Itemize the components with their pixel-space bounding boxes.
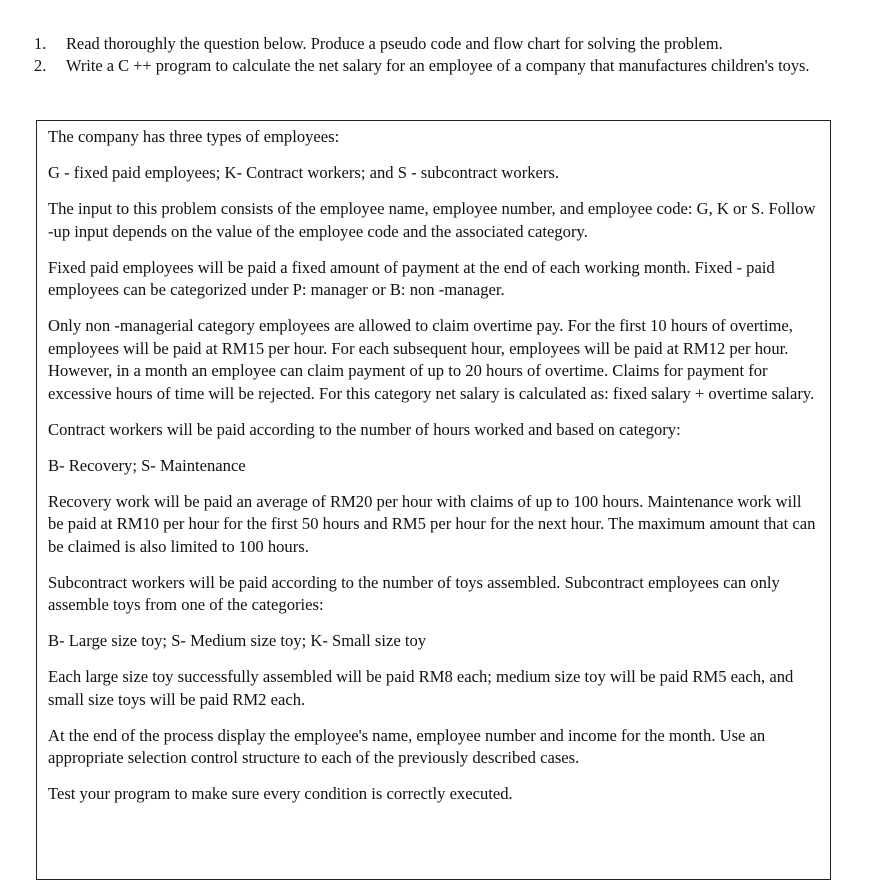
contract-categories: B- Recovery; S- Maintenance bbox=[48, 455, 246, 475]
task-text: Write a C ++ program to calculate the net salary for an employee of a company that manufactures children's toys. bbox=[66, 56, 810, 75]
employee-codes: G - fixed paid employees; K- Contract workers; and S - subcontract workers. bbox=[48, 163, 560, 182]
problem-statement-box bbox=[36, 120, 831, 880]
contract-pay-rules: Recovery work will be paid an average of RM20 per hour with claims of up to 100 hours. Maintenance work will be paid at RM10 per hour for the first 50 hours and RM5 per hour for the next hour. The maximum amount that can be claimed is also limited to 100 hours. bbox=[48, 491, 816, 556]
task-item-2 bbox=[34, 55, 854, 77]
contract-workers-description: Contract workers will be paid according to the number of hours worked and based on category: bbox=[48, 419, 681, 439]
toy-categories: B- Large size toy; S- Medium size toy; K- Small size toy bbox=[48, 631, 427, 650]
task-number: 2. bbox=[34, 56, 47, 75]
overtime-rules: Only non -managerial category employees are allowed to claim overtime pay. For the first 10 hours of overtime, employees will be paid at RM15 per hour. For each subsequent hour, employees will be paid at RM12 per hour. However, in a month an employee can claim payment of up to 20 hours of overtime. Claims for payment for excessive hours of time will be rejected. For this category net salary is calculated as: fixed salary + overtime salary. bbox=[48, 316, 815, 403]
input-description: The input to this problem consists of the employee name, employee number, and employee code: G, K or S. Follow -up input depends on the value of the employee code and the associated category. bbox=[48, 199, 816, 241]
subcontract-description: Subcontract workers will be paid according to the number of toys assembled. Subcontract employees can only assemble toys from one of the categories: bbox=[48, 572, 780, 614]
fixed-paid-description: Fixed paid employees will be paid a fixed amount of payment at the end of each working month. Fixed - paid employees can be categorized under P: manager or B: non -manager. bbox=[48, 257, 775, 299]
task-item-1 bbox=[34, 33, 854, 55]
toy-pay-rules: Each large size toy successfully assembled will be paid RM8 each; medium size toy will be paid RM5 each, and small size toys will be paid RM2 each. bbox=[48, 667, 794, 709]
task-text: Read thoroughly the question below. Produce a pseudo code and flow chart for solving the problem. bbox=[66, 34, 723, 53]
output-requirements: At the end of the process display the employee's name, employee number and income for the month. Use an appropriate selection control structure to each of the previously described cases. bbox=[48, 725, 766, 767]
task-number: 1. bbox=[34, 34, 47, 53]
testing-instruction: Test your program to make sure every condition is correctly executed. bbox=[48, 784, 513, 803]
task-list bbox=[34, 33, 854, 77]
employee-types-intro: The company has three types of employees: bbox=[48, 127, 340, 146]
